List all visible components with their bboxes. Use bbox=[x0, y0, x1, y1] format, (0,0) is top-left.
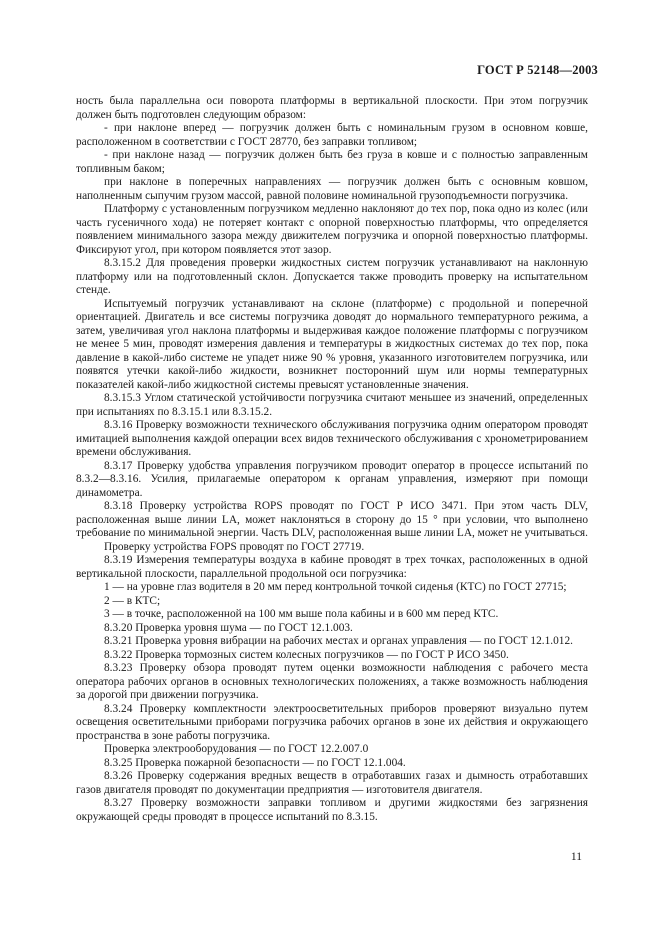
paragraph: 8.3.16 Проверку возможности технического обслуживания погрузчика одним оператором проводят имитацией выполнения каждой операции всех видов технического обслуживания с хронометрированием времени обслуживания. bbox=[76, 419, 588, 458]
paragraph: Проверка электрооборудования — по ГОСТ 12.2.007.0 bbox=[104, 743, 369, 755]
paragraph: 8.3.15.2 Для проведения проверки жидкостных систем погрузчик устанавливают на наклонную платформу или на подготовленный склон. Допускается также проводить проверку на испытательном стенде. bbox=[76, 257, 588, 296]
paragraph: Испытуемый погрузчик устанавливают на склоне (платформе) с продольной и поперечной ориентацией. Двигатель и все системы погрузчика доводят до нормального температурного режима, а затем, увеличивая угол наклона платформы и выдерживая каждое положение платформы с погрузчиком не менее 5 мин, проводят измерения давления и температуры в жидкостных системах до тех пор, пока давление в какой-либо системе не упадет ниже 90 % уровня, указанного изготовителем погрузчика, или появятся утечки какой-либо жидкости, возникнет посторонний шум или нормы температурных показателей какой-либо жидкостной системы превысят установленные значения. bbox=[76, 297, 588, 391]
paragraph: 8.3.21 Проверка уровня вибрации на рабочих местах и органах управления — по ГОСТ 12.1.012. bbox=[104, 635, 573, 647]
paragraph: 2 — в КТС; bbox=[104, 594, 161, 607]
paragraph: при наклоне в поперечных направлениях — погрузчик должен быть с основным ковшом, наполненным сыпучим грузом массой, равной половине номинальной грузоподъемности погрузчика. bbox=[76, 176, 588, 202]
paragraph: 8.3.26 Проверку содержания вредных веществ в отработавших газах и дымность отработавших газов двигателя проводят по документации предприятия — изготовителя двигателя. bbox=[76, 770, 588, 796]
paragraph: 8.3.22 Проверка тормозных систем колесных погрузчиков — по ГОСТ Р ИСО 3450. bbox=[104, 648, 509, 661]
paragraph: - при наклоне вперед — погрузчик должен быть с номинальным грузом в основном ковше, расположенном в соответствии с ГОСТ 28770, без заправки топливом; bbox=[76, 122, 588, 148]
document-body bbox=[76, 95, 588, 824]
paragraph: 8.3.19 Измерения температуры воздуха в кабине проводят в трех точках, расположенных в одной вертикальной плоскости, параллельной продольной оси погрузчика: bbox=[76, 554, 588, 580]
paragraph: 8.3.23 Проверку обзора проводят путем оценки возможности наблюдения с рабочего места оператора рабочих органов в основных технологических положениях, а также возможность наблюдения за дорогой при движении погрузчика. bbox=[76, 662, 588, 701]
paragraph: 8.3.15.3 Углом статической устойчивости погрузчика считают меньшее из значений, определенных при испытаниях по 8.3.15.1 или 8.3.15.2. bbox=[76, 392, 588, 418]
page-number: 11 bbox=[570, 851, 582, 863]
paragraph: - при наклоне назад — погрузчик должен быть без груза в ковше и с полностью заправленным топливным баком; bbox=[76, 149, 588, 175]
paragraph: 8.3.20 Проверка уровня шума — по ГОСТ 12.1.003. bbox=[104, 621, 353, 634]
paragraph: 3 — в точке, расположенной на 100 мм выше пола кабины и в 600 мм перед КТС. bbox=[104, 608, 499, 620]
paragraph: 8.3.24 Проверку комплектности электроосветительных приборов проверяют визуально путем освещения осветительными приборами погрузчика рабочих органов в зоне их действия и окружающего пространства в зоне работы погрузчика. bbox=[76, 702, 588, 742]
paragraph: 1 — на уровне глаз водителя в 20 мм перед контрольной точкой сиденья (КТС) по ГОСТ 27715; bbox=[104, 581, 567, 593]
paragraph: 8.3.18 Проверку устройства ROPS проводят по ГОСТ Р ИСО 3471. При этом часть DLV, расположенная выше линии LA, может наклоняться в сторону до 15 ° при условии, что выполнено требование по минимальной энергии. Часть DLV, расположенная выше линии LA, может не учитываться. bbox=[76, 500, 588, 539]
paragraph: 8.3.25 Проверка пожарной безопасности — по ГОСТ 12.1.004. bbox=[104, 756, 406, 769]
paragraph: Проверку устройства FOPS проводят по ГОСТ 27719. bbox=[104, 540, 365, 553]
paragraph: 8.3.17 Проверку удобства управления погрузчиком проводит оператор в процессе испытаний по 8.3.2—8.3.16. Усилия, прилагаемые оператором к органам управления, измеряют при помощи динамометра. bbox=[76, 459, 588, 499]
document-number: ГОСТ Р 52148—2003 bbox=[477, 63, 598, 77]
paragraph: ность была параллельна оси поворота платформы в вертикальной плоскости. При этом погрузчик должен быть подготовлен следующим образом: bbox=[76, 95, 588, 121]
paragraph: 8.3.27 Проверку возможности заправки топливом и другими жидкостями без загрязнения окружающей среды проводят в процессе испытаний по 8.3.15. bbox=[76, 797, 588, 823]
paragraph: Платформу с установленным погрузчиком медленно наклоняют до тех пор, пока одно из колес (или часть гусеничного хода) не потеряет контакт с опорной поверхностью платформы, что определяется появлением минимального зазора между движителем погрузчика и опорной поверхностью платформы. Фиксируют угол, при котором появляется этот зазор. bbox=[76, 203, 588, 256]
